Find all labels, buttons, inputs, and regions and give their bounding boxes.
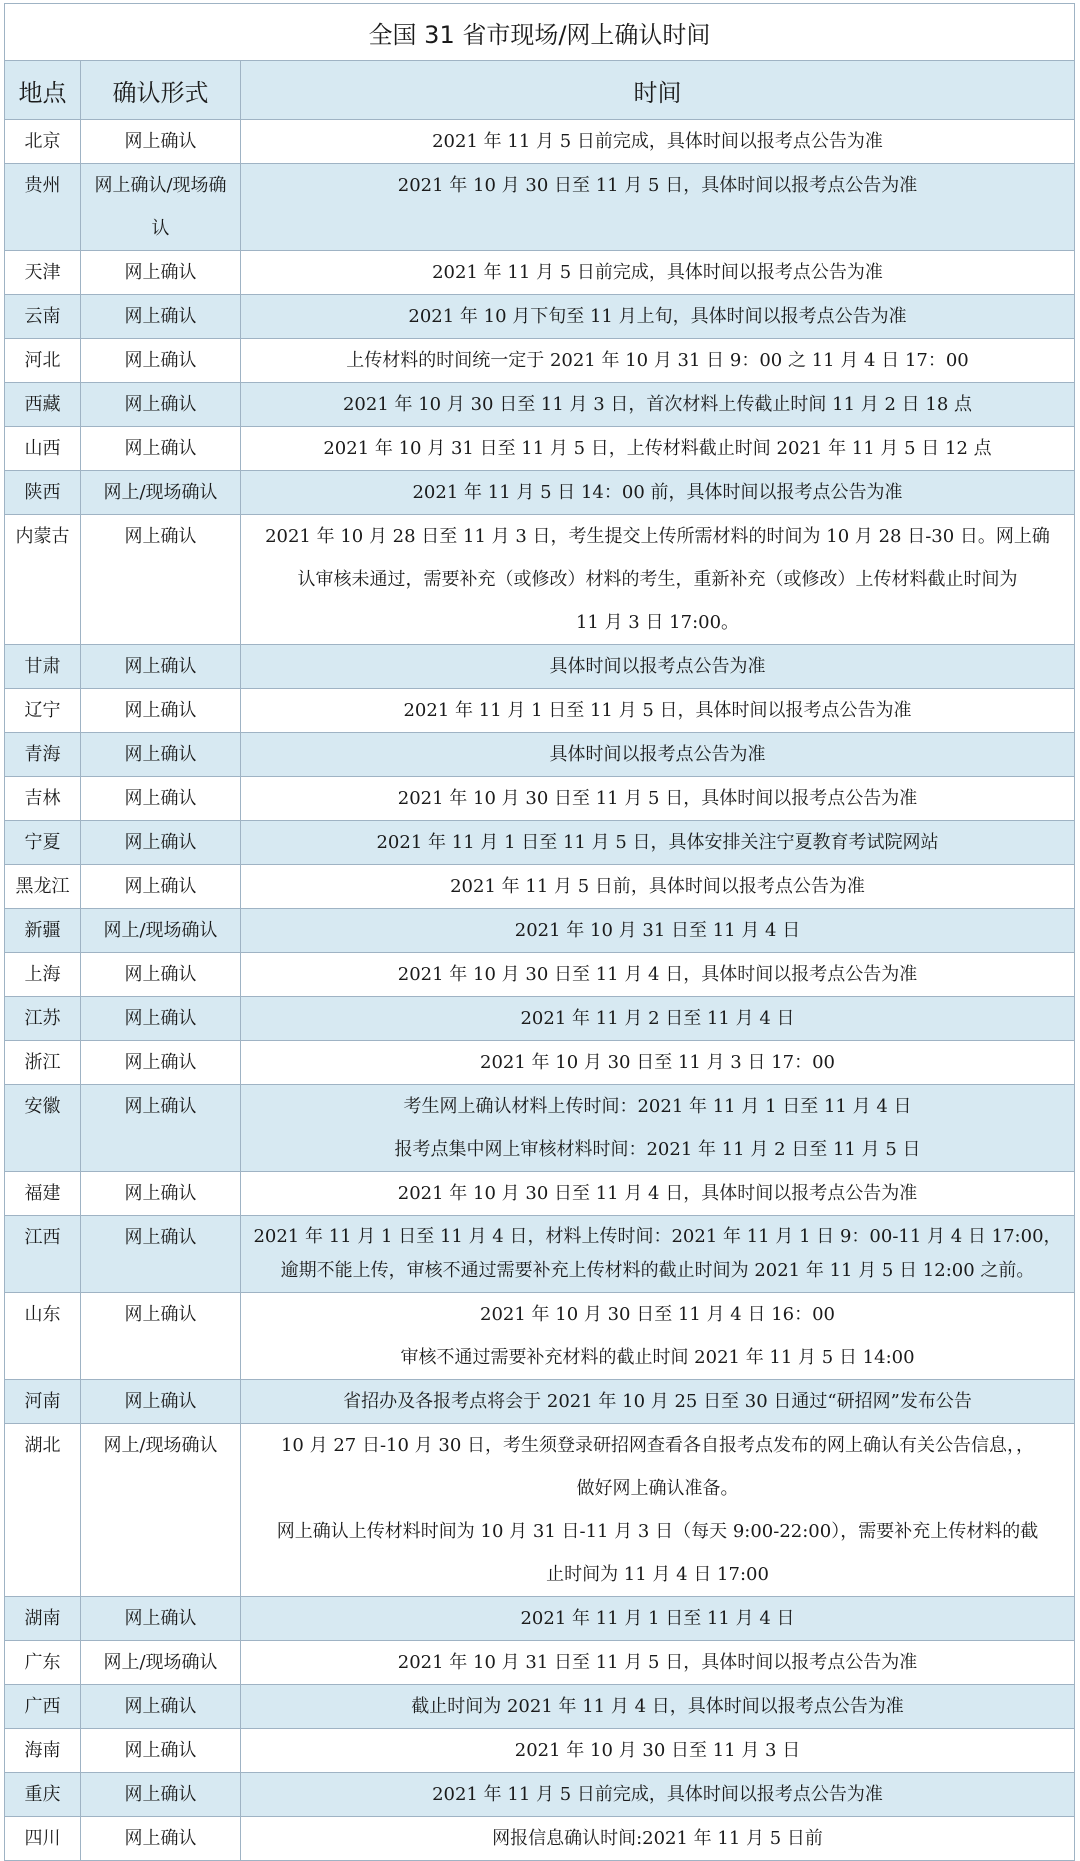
cell-time: [241, 997, 1075, 1041]
time-line: 2021 年 10 月 30 日至 11 月 4 日，具体时间以报考点公告为准: [397, 1183, 918, 1204]
cell-form: 网上/现场确认: [81, 909, 241, 953]
cell-place: 湖北: [5, 1424, 81, 1597]
cell-form: 网上确认: [81, 1817, 241, 1861]
cell-time: [241, 645, 1075, 689]
time-line: 2021 年 10 月 28 日至 11 月 3 日，考生提交上传所需材料的时间为 10 月 28 日-30 日。网上确: [265, 526, 1050, 547]
time-line: 2021 年 10 月下旬至 11 月上旬，具体时间以报考点公告为准: [408, 306, 907, 327]
cell-form: 网上确认: [81, 427, 241, 471]
time-line: 2021 年 10 月 31 日至 11 月 4 日: [514, 920, 801, 941]
time-line: 2021 年 11 月 5 日前，具体时间以报考点公告为准: [450, 876, 865, 897]
table-row: [5, 164, 1075, 251]
time-line: 2021 年 10 月 30 日至 11 月 5 日，具体时间以报考点公告为准: [397, 175, 918, 196]
time-line: 报考点集中网上审核材料时间：2021 年 11 月 2 日至 11 月 5 日: [394, 1139, 921, 1160]
table-row: [5, 1729, 1075, 1773]
cell-place: 重庆: [5, 1773, 81, 1817]
cell-time: [241, 251, 1075, 295]
time-line: 2021 年 11 月 2 日至 11 月 4 日: [520, 1008, 795, 1029]
cell-place: 广西: [5, 1685, 81, 1729]
schedule-table: [4, 3, 1075, 1861]
time-line: 2021 年 10 月 30 日至 11 月 4 日 16：00: [480, 1304, 835, 1325]
cell-form: 网上确认: [81, 515, 241, 645]
cell-time: [241, 120, 1075, 164]
table-row: [5, 339, 1075, 383]
cell-place: 天津: [5, 251, 81, 295]
cell-time: [241, 1424, 1075, 1597]
table-row: [5, 251, 1075, 295]
time-line: 10 月 27 日-10 月 30 日，考生须登录研招网查看各自报考点发布的网上确认有关公告信息，，: [280, 1435, 1035, 1456]
time-line: 2021 年 11 月 5 日前完成，具体时间以报考点公告为准: [432, 262, 883, 283]
cell-form: 网上确认: [81, 1380, 241, 1424]
cell-place: 吉林: [5, 777, 81, 821]
header-time: 时间: [241, 61, 1075, 120]
cell-form: 网上确认: [81, 1293, 241, 1380]
cell-form: 网上确认/现场确认: [81, 164, 241, 251]
time-line: 2021 年 11 月 1 日至 11 月 5 日，具体时间以报考点公告为准: [403, 700, 912, 721]
time-line: 2021 年 10 月 30 日至 11 月 3 日 17：00: [480, 1052, 835, 1073]
cell-form: 网上确认: [81, 120, 241, 164]
cell-form: 网上/现场确认: [81, 1424, 241, 1597]
cell-place: 贵州: [5, 164, 81, 251]
cell-place: 甘肃: [5, 645, 81, 689]
cell-time: [241, 1085, 1075, 1172]
cell-form: 网上确认: [81, 1597, 241, 1641]
cell-time: [241, 164, 1075, 251]
cell-form: 网上/现场确认: [81, 471, 241, 515]
cell-place: 西藏: [5, 383, 81, 427]
cell-form: 网上确认: [81, 1729, 241, 1773]
cell-place: 青海: [5, 733, 81, 777]
time-line: 网报信息确认时间:2021 年 11 月 5 日前: [492, 1828, 823, 1849]
table-row: [5, 427, 1075, 471]
time-line: 具体时间以报考点公告为准: [549, 656, 766, 677]
table-row: [5, 909, 1075, 953]
table-row: [5, 1216, 1075, 1293]
table-title-row: [5, 4, 1075, 61]
cell-place: 福建: [5, 1172, 81, 1216]
cell-place: 海南: [5, 1729, 81, 1773]
cell-form: 网上确认: [81, 339, 241, 383]
time-line: 2021 年 11 月 1 日至 11 月 4 日: [520, 1608, 795, 1629]
time-line: 2021 年 11 月 5 日前完成，具体时间以报考点公告为准: [432, 131, 883, 152]
time-line: 考生网上确认材料上传时间：2021 年 11 月 1 日至 11 月 4 日: [403, 1096, 912, 1117]
cell-place: 宁夏: [5, 821, 81, 865]
time-line: 省招办及各报考点将会于 2021 年 10 月 25 日至 30 日通过“研招网”发布公告: [343, 1391, 972, 1412]
cell-time: [241, 295, 1075, 339]
cell-form: 网上确认: [81, 689, 241, 733]
cell-place: 浙江: [5, 1041, 81, 1085]
cell-time: [241, 821, 1075, 865]
cell-form: 网上确认: [81, 777, 241, 821]
cell-time: [241, 733, 1075, 777]
cell-time: [241, 339, 1075, 383]
time-line: 网上确认上传材料时间为 10 月 31 日-11 月 3 日（每天 9:00-22:00），需要补充上传材料的截: [276, 1521, 1039, 1542]
table-title: 全国 31 省市现场/网上确认时间: [5, 4, 1075, 61]
cell-time: [241, 1041, 1075, 1085]
cell-form: 网上确认: [81, 1041, 241, 1085]
table-row: [5, 953, 1075, 997]
cell-place: 新疆: [5, 909, 81, 953]
time-line: 逾期不能上传，审核不通过需要补充上传材料的截止时间为 2021 年 11 月 5 日 12:00 之前。: [280, 1260, 1035, 1281]
time-line: 具体时间以报考点公告为准: [549, 744, 766, 765]
cell-place: 四川: [5, 1817, 81, 1861]
table-row: [5, 865, 1075, 909]
table-row: [5, 1172, 1075, 1216]
table-row: [5, 1085, 1075, 1172]
cell-form: 网上确认: [81, 1216, 241, 1293]
cell-time: [241, 1685, 1075, 1729]
table-row: [5, 1380, 1075, 1424]
cell-form: 网上确认: [81, 383, 241, 427]
cell-place: 江苏: [5, 997, 81, 1041]
table-row: [5, 1817, 1075, 1861]
cell-time: [241, 909, 1075, 953]
time-line: 2021 年 10 月 31 日至 11 月 5 日，上传材料截止时间 2021 年 11 月 5 日 12 点: [323, 438, 992, 459]
cell-form: 网上确认: [81, 821, 241, 865]
header-form: 确认形式: [81, 61, 241, 120]
cell-form: 网上确认: [81, 295, 241, 339]
cell-form: 网上确认: [81, 953, 241, 997]
cell-time: [241, 1293, 1075, 1380]
cell-time: [241, 1380, 1075, 1424]
cell-place: 山东: [5, 1293, 81, 1380]
table-row: [5, 1293, 1075, 1380]
cell-time: [241, 865, 1075, 909]
cell-form: 网上确认: [81, 1172, 241, 1216]
cell-place: 安徽: [5, 1085, 81, 1172]
time-line: 2021 年 11 月 1 日至 11 月 5 日，具体安排关注宁夏教育考试院网站: [376, 832, 939, 853]
cell-place: 山西: [5, 427, 81, 471]
cell-time: [241, 1172, 1075, 1216]
cell-form: 网上确认: [81, 1685, 241, 1729]
cell-place: 北京: [5, 120, 81, 164]
time-line: 2021 年 11 月 1 日至 11 月 4 日，材料上传时间：2021 年 11 月 1 日 9：00-11 月 4 日 17:00，: [253, 1226, 1062, 1247]
cell-place: 河北: [5, 339, 81, 383]
cell-time: [241, 1729, 1075, 1773]
cell-time: [241, 471, 1075, 515]
cell-place: 上海: [5, 953, 81, 997]
cell-form: 网上确认: [81, 997, 241, 1041]
table-row: [5, 733, 1075, 777]
cell-time: [241, 1216, 1075, 1293]
time-line: 11 月 3 日 17:00。: [575, 612, 740, 633]
cell-place: 辽宁: [5, 689, 81, 733]
cell-place: 江西: [5, 1216, 81, 1293]
confirmation-schedule: [4, 3, 1074, 1861]
table-row: [5, 515, 1075, 645]
cell-time: [241, 383, 1075, 427]
cell-form: 网上确认: [81, 251, 241, 295]
table-row: [5, 383, 1075, 427]
time-line: 2021 年 10 月 30 日至 11 月 4 日，具体时间以报考点公告为准: [397, 964, 918, 985]
cell-place: 内蒙古: [5, 515, 81, 645]
header-place: 地点: [5, 61, 81, 120]
cell-time: [241, 427, 1075, 471]
cell-place: 湖南: [5, 1597, 81, 1641]
table-row: [5, 997, 1075, 1041]
cell-form: 网上/现场确认: [81, 1641, 241, 1685]
time-line: 2021 年 11 月 5 日 14：00 前，具体时间以报考点公告为准: [412, 482, 903, 503]
table-row: [5, 777, 1075, 821]
table-row: [5, 471, 1075, 515]
time-line: 审核不通过需要补充材料的截止时间 2021 年 11 月 5 日 14:00: [400, 1347, 915, 1368]
table-row: [5, 1641, 1075, 1685]
cell-time: [241, 689, 1075, 733]
cell-place: 陕西: [5, 471, 81, 515]
time-line: 止时间为 11 月 4 日 17:00: [546, 1564, 769, 1585]
time-line: 2021 年 10 月 31 日至 11 月 5 日，具体时间以报考点公告为准: [397, 1652, 918, 1673]
cell-time: [241, 1641, 1075, 1685]
table-row: [5, 1597, 1075, 1641]
table-row: [5, 1041, 1075, 1085]
table-row: [5, 689, 1075, 733]
table-row: [5, 821, 1075, 865]
cell-place: 云南: [5, 295, 81, 339]
table-row: [5, 120, 1075, 164]
cell-form: 网上确认: [81, 645, 241, 689]
time-line: 截止时间为 2021 年 11 月 4 日，具体时间以报考点公告为准: [411, 1696, 904, 1717]
time-line: 上传材料的时间统一定于 2021 年 10 月 31 日 9：00 之 11 月 4 日 17：00: [346, 350, 969, 371]
table-header-row: [5, 61, 1075, 120]
table-row: [5, 1424, 1075, 1597]
table-row: [5, 1685, 1075, 1729]
time-line: 认审核未通过，需要补充（或修改）材料的考生，重新补充（或修改）上传材料截止时间为: [297, 569, 1018, 590]
cell-time: [241, 515, 1075, 645]
cell-time: [241, 777, 1075, 821]
time-line: 2021 年 10 月 30 日至 11 月 3 日: [514, 1740, 801, 1761]
cell-form: 网上确认: [81, 733, 241, 777]
cell-form: 网上确认: [81, 1085, 241, 1172]
cell-time: [241, 1817, 1075, 1861]
cell-time: [241, 1597, 1075, 1641]
cell-form: 网上确认: [81, 1773, 241, 1817]
cell-place: 河南: [5, 1380, 81, 1424]
cell-form: 网上确认: [81, 865, 241, 909]
table-row: [5, 295, 1075, 339]
table-row: [5, 645, 1075, 689]
cell-place: 黑龙江: [5, 865, 81, 909]
table-body: [5, 120, 1075, 1861]
time-line: 2021 年 10 月 30 日至 11 月 3 日，首次材料上传截止时间 11 月 2 日 18 点: [342, 394, 973, 415]
cell-place: 广东: [5, 1641, 81, 1685]
cell-time: [241, 953, 1075, 997]
time-line: 做好网上确认准备。: [576, 1478, 739, 1499]
time-line: 2021 年 10 月 30 日至 11 月 5 日，具体时间以报考点公告为准: [397, 788, 918, 809]
time-line: 2021 年 11 月 5 日前完成，具体时间以报考点公告为准: [432, 1784, 883, 1805]
